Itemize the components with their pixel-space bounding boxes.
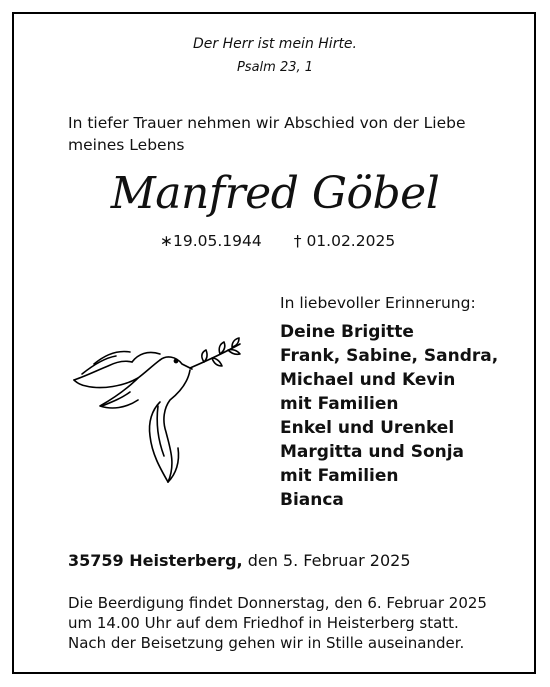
mourner-line: mit Familien xyxy=(280,466,399,486)
birth-star-icon: ∗ xyxy=(160,232,173,250)
place: 35759 Heisterberg, xyxy=(68,551,243,570)
mourner-line: Enkel und Urenkel xyxy=(280,418,455,438)
memory-label: In liebevoller Erinnerung: xyxy=(280,294,476,312)
mourner-line: Deine Brigitte xyxy=(280,322,414,342)
intro-line-2: meines Lebens xyxy=(68,136,185,154)
deceased-name: Manfred Göbel xyxy=(110,168,440,219)
bible-verse: Der Herr ist mein Hirte. xyxy=(192,36,357,52)
life-dates xyxy=(160,232,395,250)
funeral-line-3: Nach der Beisetzung gehen wir in Stille auseinander. xyxy=(68,634,465,652)
mourner-line: Michael und Kevin xyxy=(280,370,456,390)
death-date: 01.02.2025 xyxy=(306,232,396,250)
intro-line-1: In tiefer Trauer nehmen wir Abschied von der Liebe xyxy=(68,114,466,132)
funeral-info xyxy=(68,593,487,653)
mourner-line: Margitta und Sonja xyxy=(280,442,465,462)
intro-text xyxy=(68,112,498,156)
place-and-date xyxy=(68,551,411,570)
bible-verse-reference: Psalm 23, 1 xyxy=(236,60,314,75)
mourner-line: Frank, Sabine, Sandra, xyxy=(280,346,499,366)
funeral-line-1: Die Beerdigung findet Donnerstag, den 6. Februar 2025 xyxy=(68,594,487,612)
mourner-line: mit Familien xyxy=(280,394,399,414)
mourners-list xyxy=(280,320,498,512)
notice-date: den 5. Februar 2025 xyxy=(247,551,411,570)
dove-with-olive-branch-icon xyxy=(72,336,252,490)
funeral-line-2: um 14.00 Uhr auf dem Friedhof in Heisterberg statt. xyxy=(68,614,459,632)
mourner-line: Bianca xyxy=(280,490,344,510)
birth-date: 19.05.1944 xyxy=(173,232,262,250)
death-cross-icon: † xyxy=(293,232,302,250)
